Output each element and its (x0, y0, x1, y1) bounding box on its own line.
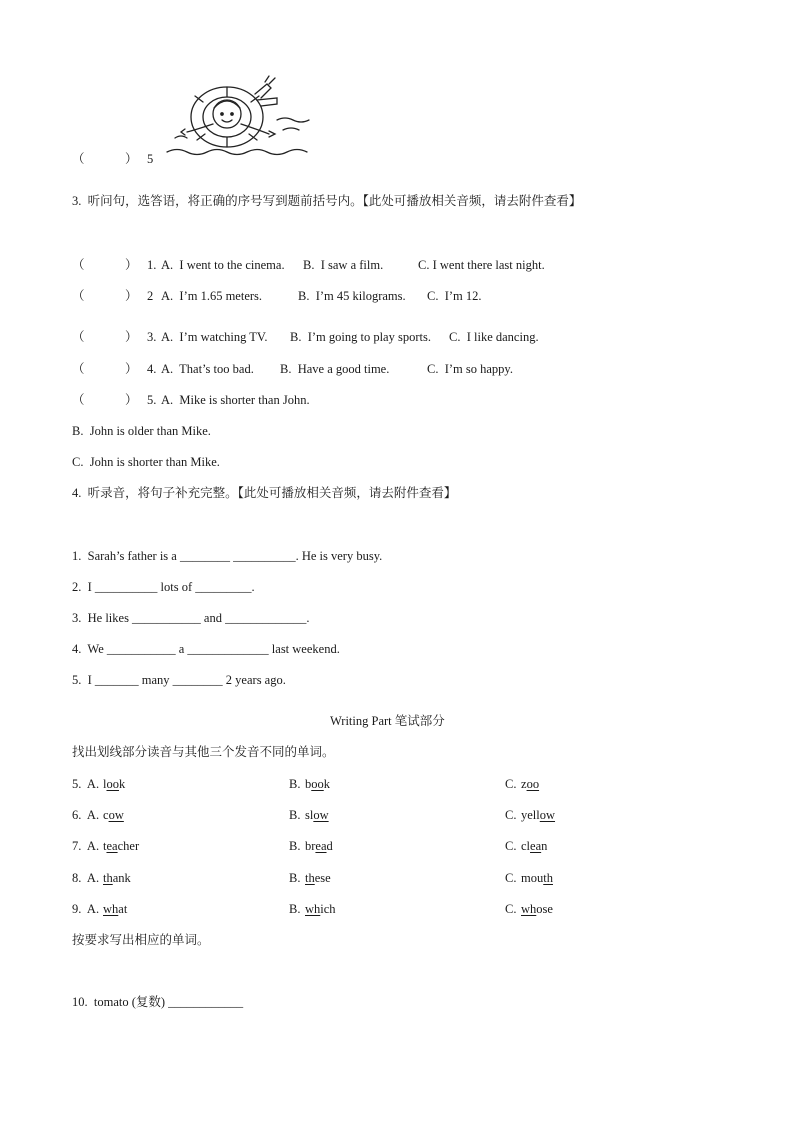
option-c: C. I went there last night. (418, 258, 545, 272)
row-number: 6. A. (72, 808, 100, 822)
word-a: teacher (103, 839, 140, 853)
swimmer-illustration (165, 72, 315, 162)
section4-heading: 4. 听录音，将句子补充完整。【此处可播放相关音频，请去附件查看】 (72, 486, 457, 500)
item-number: 5. (147, 393, 157, 407)
option-b-label: B. (289, 808, 301, 822)
word-a: cow (103, 808, 124, 822)
word-c: whose (521, 902, 553, 916)
paren-open: （ (72, 258, 85, 272)
item-number: 3. (147, 330, 157, 344)
option-b: B. I’m 45 kilograms. (298, 289, 406, 303)
section4-line-5: 5. I _______ many ________ 2 years ago. (72, 673, 286, 687)
option-b: B. I saw a film. (303, 258, 384, 272)
option-a: A. Mike is shorter than John. (161, 393, 310, 407)
row-number: 5. A. (72, 777, 100, 791)
writing-part-title: Writing Part 笔试部分 (330, 714, 445, 728)
option-c-label: C. (505, 902, 517, 916)
item-number: 4. (147, 362, 157, 376)
word-b: slow (305, 808, 329, 822)
item-number: 2 (147, 289, 154, 303)
word-a: thank (103, 871, 131, 885)
writing-instruction-1: 找出划线部分读音与其他三个发音不同的单词。 (72, 745, 335, 759)
writing-instruction-2: 按要求写出相应的单词。 (72, 933, 210, 947)
word-b: these (305, 871, 331, 885)
section4-line-3: 3. He likes ___________ and _____________. (72, 611, 310, 625)
picture-item-number: 5 (147, 152, 154, 166)
option-c-label: C. (505, 839, 517, 853)
word-c: clean (521, 839, 548, 853)
option-a: A. That’s too bad. (161, 362, 254, 376)
option-c: C. I’m 12. (427, 289, 482, 303)
option-a: A. I’m watching TV. (161, 330, 268, 344)
word-c: yellow (521, 808, 556, 822)
row-number: 9. A. (72, 902, 100, 916)
option-c: C. I like dancing. (449, 330, 539, 344)
paren-open: （ (72, 393, 85, 407)
paren-open: （ (72, 362, 85, 376)
word-c: mouth (521, 871, 553, 885)
paren-close: ） (125, 330, 138, 344)
answer-paren-open: （ (72, 152, 85, 166)
answer-paren-close: ） (125, 152, 138, 166)
section4-line-1: 1. Sarah’s father is a ________ __________. He is very busy. (72, 549, 383, 563)
option-a: A. I’m 1.65 meters. (161, 289, 263, 303)
row-number: 8. A. (72, 871, 100, 885)
option-c-label: C. (505, 808, 517, 822)
paren-open: （ (72, 330, 85, 344)
word-a: look (103, 777, 126, 791)
option-b-label: B. (289, 839, 301, 853)
option-b-label: B. (289, 871, 301, 885)
option-b-label: B. (289, 902, 301, 916)
paren-close: ） (125, 258, 138, 272)
option-c-label: C. (505, 777, 517, 791)
option-c-label: C. (505, 871, 517, 885)
section3-heading: 3. 听问句，选答语，将正确的序号写到题前括号内。【此处可播放相关音频，请去附件查看】 (72, 194, 582, 208)
paren-close: ） (125, 393, 138, 407)
word-b: book (305, 777, 330, 791)
word-b: which (305, 902, 336, 916)
option-b: B. Have a good time. (280, 362, 390, 376)
option-b-label: B. (289, 777, 301, 791)
option-c: C. I’m so happy. (427, 362, 513, 376)
word-c: zoo (521, 777, 540, 791)
section4-line-4: 4. We ___________ a _____________ last weekend. (72, 642, 340, 656)
item-number: 1. (147, 258, 157, 272)
paren-open: （ (72, 289, 85, 303)
word-b: bread (305, 839, 333, 853)
question-10: 10. tomato (复数) ____________ (72, 995, 244, 1009)
word-a: what (103, 902, 128, 916)
option-b: B. I’m going to play sports. (290, 330, 431, 344)
section4-line-2: 2. I __________ lots of _________. (72, 580, 255, 594)
section3-item5-option-c: C. John is shorter than Mike. (72, 455, 220, 469)
section3-item5-option-b: B. John is older than Mike. (72, 424, 211, 438)
option-a: A. I went to the cinema. (161, 258, 285, 272)
paren-close: ） (125, 362, 138, 376)
row-number: 7. A. (72, 839, 100, 853)
paren-close: ） (125, 289, 138, 303)
